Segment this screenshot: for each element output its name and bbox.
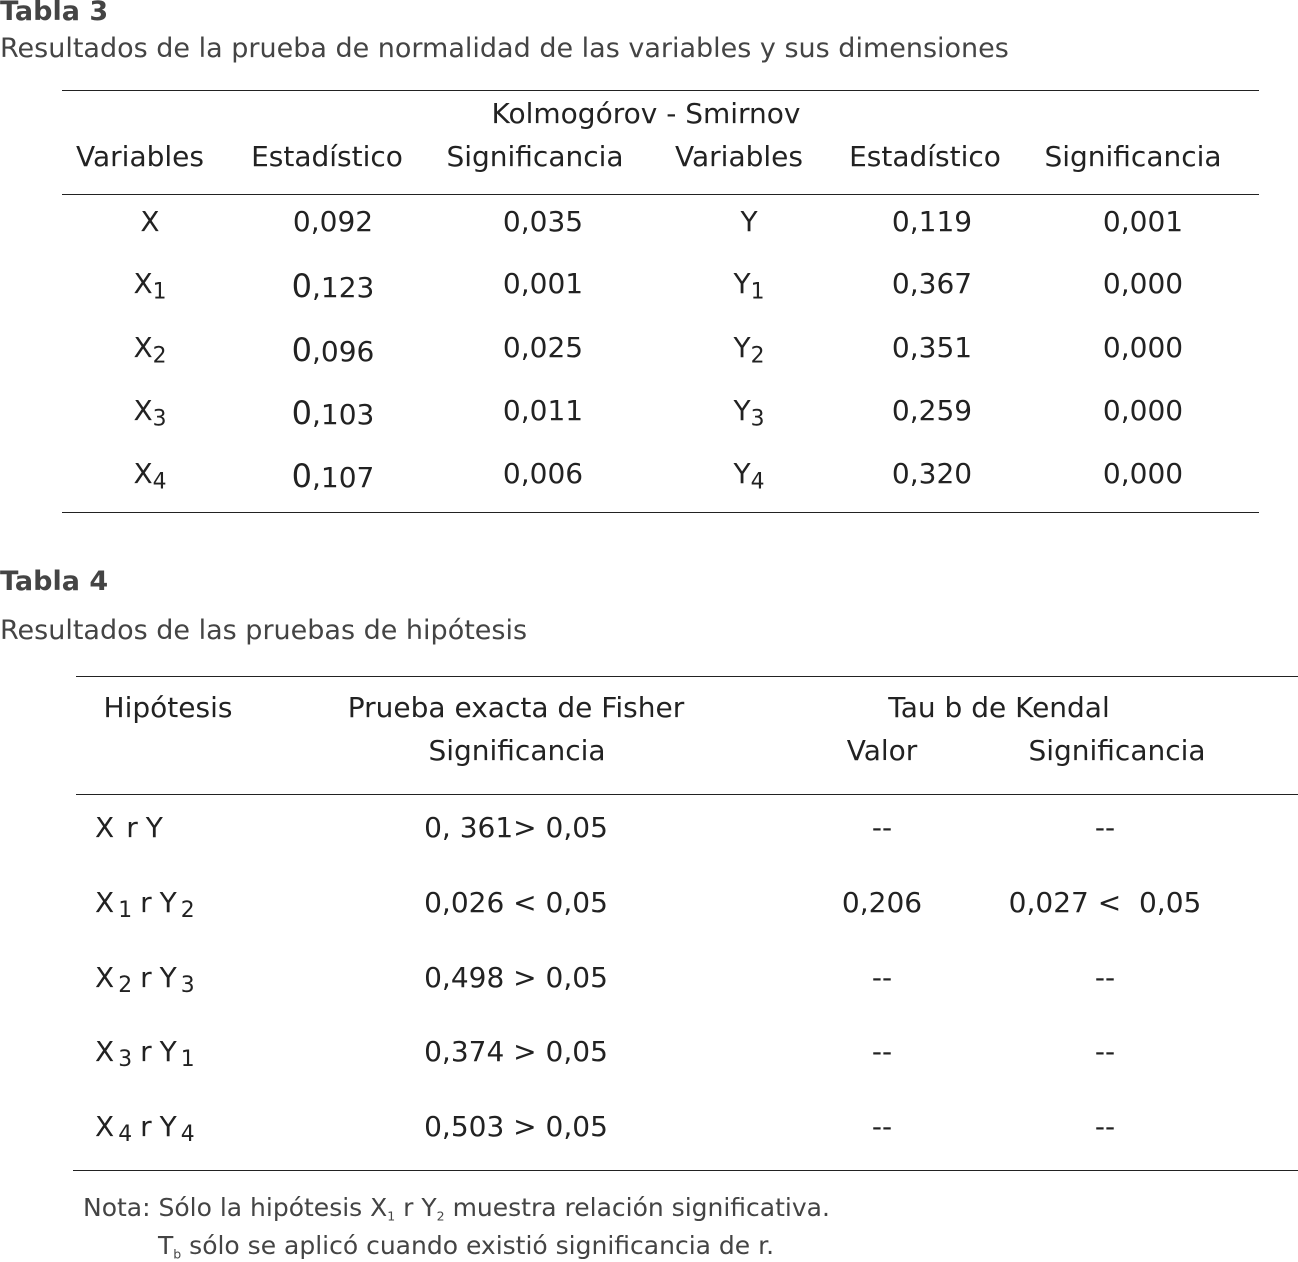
table4-header-valor: Valor [846,734,918,767]
table4-header-tau: Tau b de Kendal [888,691,1110,724]
table3-header-variables: Variables [76,140,204,173]
table4-cell-tau-significancia: -- [1094,1035,1116,1068]
table3-header-rule [62,194,1259,195]
table4-hipotesis-x: X [95,1035,115,1068]
table4-cell-fisher: 0,498 > 0,05 [424,961,608,994]
table3-header-estadistico-y: Estadístico [849,140,1001,173]
note-y-sub: 2 [436,1208,445,1224]
table4-hipotesis-y-sub: 1 [180,1047,195,1073]
table3-cell-var-x: $X_1$ [133,267,167,305]
table3-cell-estadistico-x: 0,103 [291,394,375,432]
table4-title: Tabla 4 [0,566,109,597]
table4-cell-tau-significancia: -- [1094,961,1116,994]
table3-cell-significancia-y: 0,000 [1102,331,1184,364]
table3-cell-significancia-y: 0,001 [1102,205,1184,238]
table4-header-fisher: Prueba exacta de Fisher [347,691,685,724]
table4-cell-fisher: 0,503 > 0,05 [424,1110,608,1143]
table4-hipotesis-r: r [140,1110,152,1143]
table4-top-rule [76,676,1298,677]
table4-hipotesis-y: Y [145,811,163,844]
table3-cell-estadistico-y: 0,119 [891,205,973,238]
table4-hipotesis-x: X [95,811,115,844]
table4-hipotesis-x-sub: 4 [118,1122,133,1148]
table4-cell-hipotesis [95,961,195,998]
table3-cell-significancia-x: 0,011 [502,394,584,427]
note-tau-symbol: T [158,1231,174,1260]
table3-cell-var-x-subscript: 2 [152,343,167,369]
table4-hipotesis-x: X [95,961,115,994]
note-suffix: muestra relación significativa. [444,1193,830,1222]
note-prefix: Nota: Sólo la hipótesis X [83,1193,388,1222]
table4-hipotesis-y-sub: 3 [180,973,195,999]
table4-hipotesis-y: Y [159,1110,177,1143]
table3-group-header: Kolmogórov - Smirnov [491,97,801,130]
table3-subtitle: Resultados de la prueba de normalidad de las variables y sus dimensiones [0,33,1009,64]
table4-header-hipotesis: Hipótesis [103,691,233,724]
note-x-sub: 1 [387,1208,396,1224]
table4-subtitle: Resultados de las pruebas de hipótesis [0,615,528,646]
table4-cell-tau-significancia: -- [1094,1110,1116,1143]
table4-hipotesis-y-sub: 2 [180,898,195,924]
table4-cell-fisher: 0, 361> 0,05 [424,811,608,844]
table3-bottom-rule [62,512,1259,513]
table3-cell-var-y-subscript: 4 [750,469,765,495]
table3-cell-var-y: $Y_2$ [733,331,765,369]
table4-hipotesis-y: Y [159,961,177,994]
table4-header-rule [76,794,1298,795]
table3-top-rule [62,90,1259,91]
note-tau-sub: b [173,1246,182,1262]
table4-hipotesis-y: Y [159,1035,177,1068]
table3-cell-var-x: X [140,205,160,238]
table4-cell-hipotesis [95,1035,195,1072]
table3-cell-var-y-subscript: 1 [750,279,765,305]
table3-cell-var-y-subscript: 3 [750,406,765,432]
table3-cell-significancia-y: 0,000 [1102,267,1184,300]
table3-cell-significancia-x: 0,001 [502,267,584,300]
table4-hipotesis-y: Y [159,886,177,919]
table3-cell-estadistico-x: 0,092 [292,205,374,238]
table4-hipotesis-x: X [95,886,115,919]
table3-cell-estadistico-x: 0,096 [291,331,375,369]
table4-header-fisher-significancia: Significancia [428,734,606,767]
table3-cell-significancia-x: 0,006 [502,457,584,490]
table3-cell-estadistico-y: 0,351 [891,331,973,364]
table3-cell-var-y: $Y_4$ [733,457,765,495]
table3-cell-var-x: $X_4$ [133,457,167,495]
table3-header-significancia: Significancia [446,140,624,173]
table4-cell-hipotesis [95,886,195,923]
table3-cell-var-x: $X_2$ [133,331,167,369]
table4-cell-fisher: 0,026 < 0,05 [424,886,608,919]
table3-cell-var-y: $Y_1$ [733,267,765,305]
table4-hipotesis-x-sub: 1 [118,898,133,924]
table3-cell-var-y: $Y_3$ [733,394,765,432]
table4-cell-fisher: 0,374 > 0,05 [424,1035,608,1068]
note-line2-text: sólo se aplicó cuando existió significancia de r. [181,1231,775,1260]
table3-header-estadistico: Estadístico [251,140,403,173]
table3-cell-var-x: $X_3$ [133,394,167,432]
table4-cell-valor: -- [871,1110,893,1143]
table4-cell-hipotesis [95,811,167,848]
table4-hipotesis-x-sub: 3 [118,1047,133,1073]
table4-hipotesis-x: X [95,1110,115,1143]
table3-cell-var-y-subscript: 2 [750,343,765,369]
table3-cell-significancia-x: 0,025 [502,331,584,364]
table4-hipotesis-x-sub: 2 [118,973,133,999]
table3-header-variables-y: Variables [675,140,803,173]
table4-cell-valor: -- [871,811,893,844]
table3-cell-estadistico-y: 0,367 [891,267,973,300]
table3-cell-estadistico-x: 0,123 [291,267,375,305]
note-mid: r Y [395,1193,437,1222]
table4-cell-valor: 0,206 [841,886,923,919]
table4-note-line2 [158,1231,774,1261]
table4-hipotesis-r: r [140,1035,152,1068]
table3-cell-estadistico-y: 0,320 [891,457,973,490]
table3-cell-var-x-subscript: 1 [152,279,167,305]
table4-cell-tau-significancia: -- [1094,811,1116,844]
table4-hipotesis-r: r [140,886,152,919]
table3-cell-var-x-subscript: 3 [152,406,167,432]
table4-hipotesis-r: r [126,811,138,844]
table4-cell-hipotesis [95,1110,195,1147]
table3-cell-var-y: Y [740,205,758,238]
table3-header-significancia-y: Significancia [1044,140,1222,173]
table3-cell-estadistico-y: 0,259 [891,394,973,427]
table3-cell-significancia-y: 0,000 [1102,457,1184,490]
table4-cell-valor: -- [871,961,893,994]
table3-title: Tabla 3 [0,0,109,27]
table4-bottom-rule [73,1170,1298,1171]
table4-hipotesis-r: r [140,961,152,994]
table4-cell-valor: -- [871,1035,893,1068]
table4-header-tau-significancia: Significancia [1028,734,1206,767]
table4-note-line1 [83,1193,830,1223]
table3-cell-significancia-y: 0,000 [1102,394,1184,427]
table4-cell-tau-significancia: 0,027 < 0,05 [1008,886,1202,919]
table3-cell-var-x-subscript: 4 [152,469,167,495]
table4-hipotesis-y-sub: 4 [180,1122,195,1148]
table3-cell-estadistico-x: 0,107 [291,457,375,495]
table3-cell-significancia-x: 0,035 [502,205,584,238]
